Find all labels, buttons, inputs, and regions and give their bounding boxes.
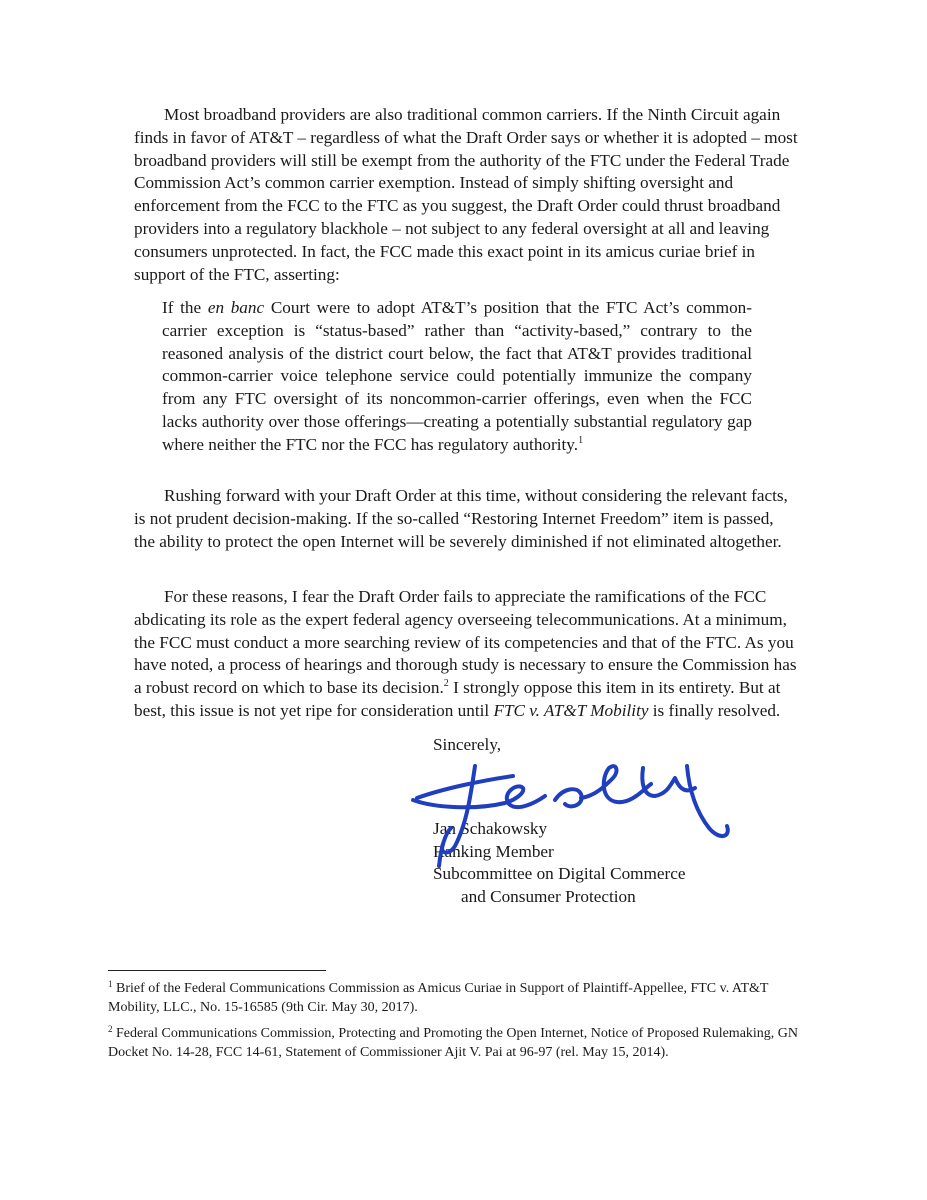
footnote-ref-2[interactable]: 2 bbox=[443, 678, 449, 690]
paragraph-broadband-carriers: Most broadband providers are also traditional common carriers. If the Ninth Circuit again finds in favor of AT&T – regardless of what the Draft Order says or whether it is adopted – most broadband providers will still be exempt from the authority of the FTC under the Federal Trade Commission Act’s common carrier exemption. Instead of simply shifting oversight and enforcement from the FCC to the FTC as you suggest, the Draft Order could thrust broadband providers into a regulatory blackhole – not subject to any federal oversight at all and leaving consumers unprotected. In fact, the FCC made this exact point in its amicus curiae brief in support of the FTC, asserting: bbox=[134, 105, 798, 284]
footnote-ref-1[interactable]: 1 bbox=[578, 434, 584, 446]
footnote-1-text: Brief of the Federal Communications Commission as Amicus Curiae in Support of Plaintiff-Appellee, FTC v. AT&T Mobility, LLC., No. 15-16585 (9th Cir. May 30, 2017). bbox=[108, 981, 769, 1015]
footnote-2-text: Federal Communications Commission, Protecting and Promoting the Open Internet, Notice of Proposed Rulemaking, GN Docket No. 14-28, FCC 14-61, Statement of Commissioner Ajit V. Pai at 96-97 (rel. May 15, 2014). bbox=[108, 1026, 799, 1060]
paragraph-rushing-forward: Rushing forward with your Draft Order at this time, without considering the relevant facts, is not prudent decision-making. If the so-called “Restoring Internet Freedom” item is passed, the ability to protect the open Internet will be severely diminished if not eliminated altogether. bbox=[134, 486, 788, 551]
signer-title: Ranking Member bbox=[433, 841, 554, 861]
footnote-1 bbox=[108, 980, 798, 1017]
footnote-2 bbox=[108, 1025, 798, 1062]
paragraph-for-these-reasons: For these reasons, I fear the Draft Order fails to appreciate the ramifications of the FCC abdicating its role as the expert federal agency overseeing telecommunications. At a minimum, the FCC must conduct a more searching review of its competencies and that of the FTC. As you have noted, a process of hearings and thorough study is necessary to ensure the Commission has a robust record on which to base its decision.$^2$ I strongly oppose this item in its entirety. But at best, this issue is not yet ripe for consideration until FTC v. AT&T Mobility is finally resolved. bbox=[134, 587, 797, 720]
case-name-italic: FTC v. AT&T Mobility bbox=[493, 700, 649, 720]
block-quote-fcc-brief: If the en banc Court were to adopt AT&T’s position that the FTC Act’s common-carrier exception is “status-based” rather than “activity-based,” contrary to the reasoned analysis of the district court below, the fact that AT&T provides traditional common-carrier voice telephone service could potentially immunize the company from any FTC oversight of its noncommon-carrier offerings, even when the FCC lacks authority over those offerings—creating a potentially substantial regulatory gap where neither the FTC nor the FCC has regulatory authority.$^1$ bbox=[162, 298, 752, 454]
signer-name: Jan Schakowsky bbox=[433, 819, 548, 838]
signer-committee-line1: Subcommittee on Digital Commerce bbox=[433, 864, 686, 883]
signer-committee-line2: and Consumer Protection bbox=[461, 886, 636, 906]
handwritten-signature bbox=[405, 748, 740, 888]
quote-italic-en-banc: en banc bbox=[207, 298, 265, 317]
footnote-2-number: 2 bbox=[108, 1024, 113, 1034]
footnote-divider bbox=[108, 970, 326, 971]
closing-salutation: Sincerely, bbox=[433, 735, 502, 754]
footnote-1-number: 1 bbox=[108, 979, 113, 989]
